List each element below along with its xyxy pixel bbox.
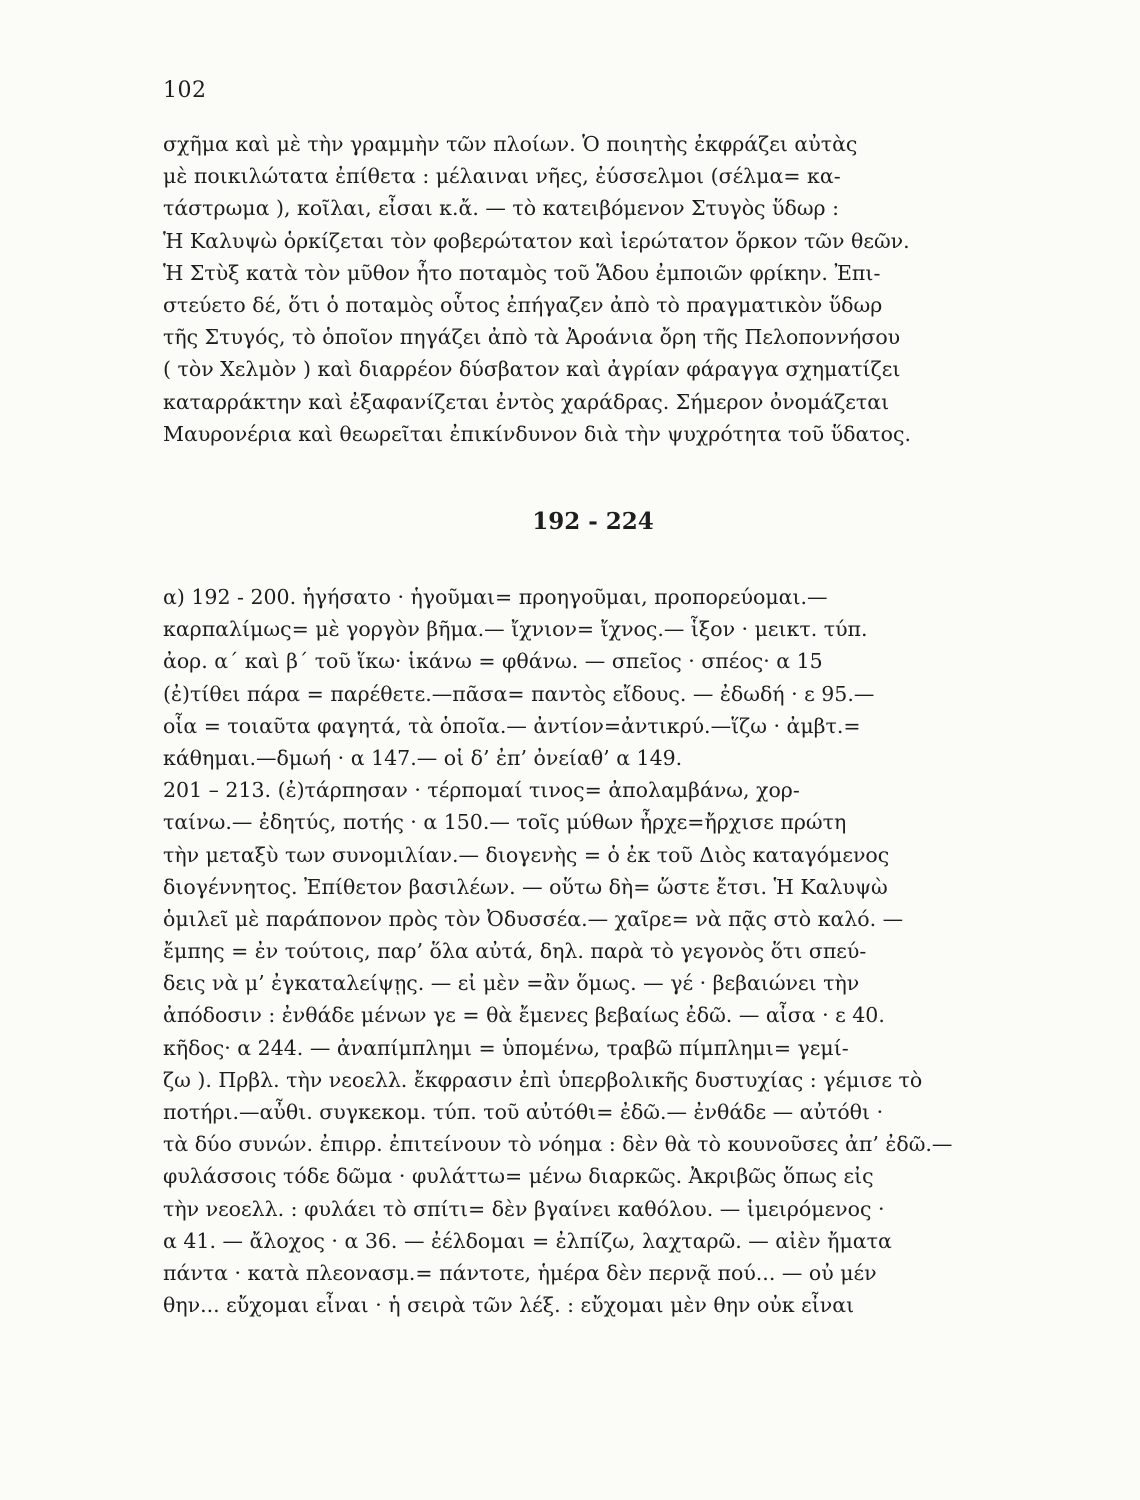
text-line: καρπαλίμως= μὲ γοργὸν βῆμα.— ἴχνιον= ἴχνος.— ἷξον · μεικτ. τύπ. bbox=[163, 617, 868, 642]
page-number: 102 bbox=[163, 78, 207, 103]
text-line: μὲ ποικιλώτατα ἐπίθετα : μέλαιναι νῆες, ἐύσσελμοι (σέλμα= κα- bbox=[163, 164, 841, 189]
text-line: Μαυρονέρια καὶ θεωρεῖται ἐπικίνδυνον διὰ τὴν ψυχρότητα τοῦ ὕδατος. bbox=[163, 421, 911, 446]
text-line: ἔμπης = ἐν τούτοις, παρ’ ὅλα αὐτά, δηλ. παρὰ τὸ γεγονὸς ὅτι σπεύ- bbox=[163, 939, 867, 964]
text-line: ἀπόδοσιν : ἐνθάδε μένων γε = θὰ ἔμενες βεβαίως ἐδῶ. — αἶσα · ε 40. bbox=[163, 1003, 885, 1028]
text-line: διογέννητος. Ἐπίθετον βασιλέων. — οὕτω δὴ= ὥστε ἔτσι. Ἡ Καλυψὼ bbox=[163, 874, 888, 899]
text-line: 201 – 213. (ἐ)τάρπησαν · τέρπομαί τινος= ἀπολαμβάνω, χορ- bbox=[163, 778, 800, 803]
section-heading: 192 - 224 bbox=[532, 508, 654, 535]
text-line: ἀορ. α΄ καὶ β΄ τοῦ ἵκω· ἱκάνω = φθάνω. — σπεῖος · σπέος· α 15 bbox=[163, 649, 823, 674]
text-line: Ἡ Στὺξ κατὰ τὸν μῦθον ἦτο ποταμὸς τοῦ Ἅδου ἐμποιῶν φρίκην. Ἐπι- bbox=[163, 260, 881, 285]
text-line: τάστρωμα ), κοῖλαι, εἶσαι κ.ἄ. — τὸ κατειβόμενον Στυγὸς ὕδωρ : bbox=[163, 196, 840, 221]
text-line: α 41. — ἄλοχος · α 36. — ἐέλδομαι = ἐλπίζω, λαχταρῶ. — αἰὲν ἤματα bbox=[163, 1228, 892, 1253]
text-line: στεύετο δέ, ὅτι ὁ ποταμὸς οὗτος ἐπήγαζεν ἀπὸ τὸ πραγματικὸν ὕδωρ bbox=[163, 292, 883, 317]
text-line: ταίνω.— ἐδητύς, ποτής · α 150.— τοῖς μύθων ἦρχε=ἤρχισε πρώτη bbox=[163, 810, 847, 835]
text-line: θην... εὔχομαι εἶναι · ἡ σειρὰ τῶν λέξ. : εὔχομαι μὲν θην οὐκ εἶναι bbox=[163, 1293, 855, 1318]
commentary-paragraph-2 bbox=[163, 581, 1023, 1321]
text-line: τῆς Στυγός, τὸ ὁποῖον πηγάζει ἀπὸ τὰ Ἀροάνια ὄρη τῆς Πελοποννήσου bbox=[163, 325, 901, 350]
text-line: σχῆμα καὶ μὲ τὴν γραμμὴν τῶν πλοίων. Ὁ ποιητὴς ἐκφράζει αὐτὰς bbox=[163, 132, 858, 156]
text-line: Ἡ Καλυψὼ ὁρκίζεται τὸν φοβερώτατον καὶ ἱερώτατον ὅρκον τῶν θεῶν. bbox=[163, 228, 910, 253]
text-line: δεις νὰ μ’ ἐγκαταλείψῃς. — εἰ μὲν =ἂν ὅμως. — γέ · βεβαιώνει τὴν bbox=[163, 971, 860, 996]
text-line: ποτήρι.—αὖθι. συγκεκομ. τύπ. τοῦ αὐτόθι= ἐδῶ.— ἐνθάδε — αὐτόθι · bbox=[163, 1100, 884, 1124]
text-line: φυλάσσοις τόδε δῶμα · φυλάττω= μένω διαρκῶς. Ἀκριβῶς ὅπως εἰς bbox=[163, 1164, 874, 1189]
text-line: ( τὸν Χελμὸν ) καὶ διαρρέον δύσβατον καὶ ἀγρίαν φάραγγα σχηματίζει bbox=[163, 357, 901, 382]
text-line: κάθημαι.—δμωή · α 147.— οἱ δ’ ἐπ’ ὀνείαθ’ α 149. bbox=[163, 745, 683, 770]
text-line: τὴν μεταξὺ των συνομιλίαν.— διογενὴς = ὁ ἐκ τοῦ Διὸς καταγόμενος bbox=[163, 842, 890, 867]
text-line: τὰ δύο συνών. ἐπιρρ. ἐπιτείνουν τὸ νόημα : δὲν θὰ τὸ κουνοῦσες ἀπ’ ἐδῶ.— bbox=[163, 1132, 953, 1157]
text-line: (ἐ)τίθει πάρα = παρέθετε.—πᾶσα= παντὸς εἴδους. — ἐδωδή · ε 95.— bbox=[163, 681, 875, 706]
text-line: ὁμιλεῖ μὲ παράπονον πρὸς τὸν Ὀδυσσέα.— χαῖρε= νὰ πᾷς στὸ καλό. — bbox=[163, 906, 904, 931]
text-line: οἷα = τοιαῦτα φαγητά, τὰ ὁποῖα.— ἀντίον=ἀντικρύ.—ἵζω · ἀμβτ.= bbox=[163, 713, 861, 738]
text-line: καταρράκτην καὶ ἐξαφανίζεται ἐντὸς χαράδρας. Σήμερον ὀνομάζεται bbox=[163, 389, 890, 414]
text-line: α) 192 - 200. ἡγήσατο · ἡγοῦμαι= προηγοῦμαι, προπορεύομαι.— bbox=[163, 585, 828, 609]
text-line: κῆδος· α 244. — ἀναπίμπλημι = ὑπομένω, τραβῶ πίμπλημι= γεμί- bbox=[163, 1035, 849, 1060]
text-line: πάντα · κατὰ πλεονασμ.= πάντοτε, ἡμέρα δὲν περνᾷ πού... — οὐ μέν bbox=[163, 1260, 877, 1285]
text-line: ζω ). Πρβλ. τὴν νεοελλ. ἔκφρασιν ἐπὶ ὑπερβολικῆς δυστυχίας : γέμισε τὸ bbox=[163, 1067, 923, 1092]
text-line: τὴν νεοελλ. : φυλάει τὸ σπίτι= δὲν βγαίνει καθόλου. — ἱμειρόμενος · bbox=[163, 1196, 885, 1221]
commentary-paragraph-1 bbox=[163, 128, 1023, 450]
